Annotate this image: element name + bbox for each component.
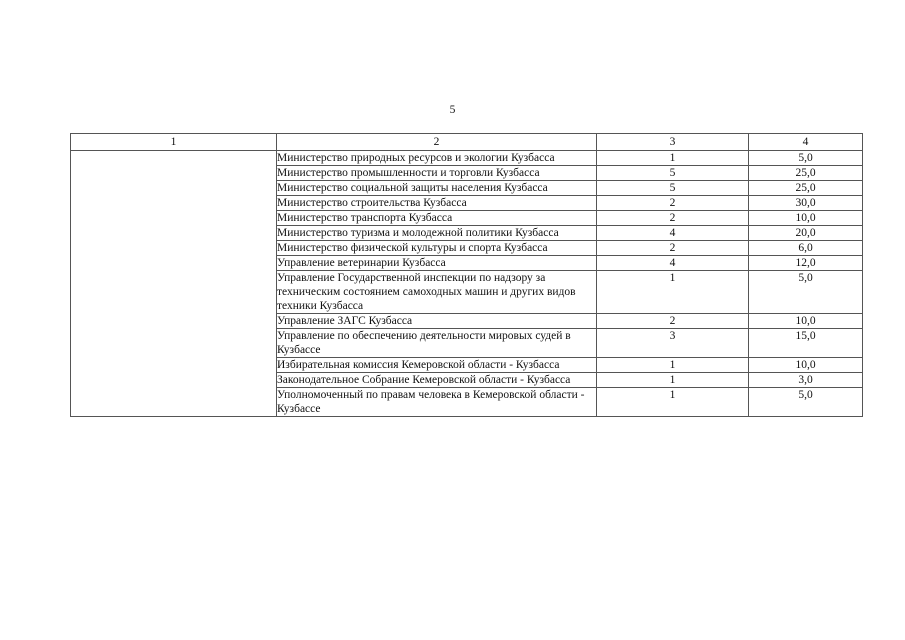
page-number: 5: [449, 104, 456, 116]
count-cell: 2: [597, 211, 749, 226]
organization-name: Министерство транспорта Кузбасса: [277, 211, 597, 226]
amount-cell: 3,0: [749, 373, 863, 388]
organization-name: Избирательная комиссия Кемеровской области - Кузбасса: [277, 358, 597, 373]
count-cell: 1: [597, 271, 749, 314]
column-header: 4: [749, 134, 863, 151]
organization-name: Законодательное Собрание Кемеровской области - Кузбасса: [277, 373, 597, 388]
amount-cell: 15,0: [749, 329, 863, 358]
amount-cell: 12,0: [749, 256, 863, 271]
count-cell: 2: [597, 196, 749, 211]
organization-name: Управление ЗАГС Кузбасса: [277, 314, 597, 329]
organization-name: Министерство туризма и молодежной политики Кузбасса: [277, 226, 597, 241]
amount-cell: 5,0: [749, 271, 863, 314]
amount-cell: 5,0: [749, 151, 863, 166]
table-row: [71, 151, 863, 166]
amount-cell: 25,0: [749, 166, 863, 181]
organization-name: Министерство промышленности и торговли Кузбасса: [277, 166, 597, 181]
column-header: 3: [597, 134, 749, 151]
organization-name: Министерство социальной защиты населения Кузбасса: [277, 181, 597, 196]
column-header: 2: [277, 134, 597, 151]
header-row: [71, 134, 863, 151]
organization-name: Министерство строительства Кузбасса: [277, 196, 597, 211]
organization-name: Управление ветеринарии Кузбасса: [277, 256, 597, 271]
amount-cell: 10,0: [749, 314, 863, 329]
count-cell: 5: [597, 181, 749, 196]
organization-name: Министерство физической культуры и спорта Кузбасса: [277, 241, 597, 256]
amount-cell: 10,0: [749, 211, 863, 226]
count-cell: 2: [597, 241, 749, 256]
count-cell: 1: [597, 358, 749, 373]
organization-name: Управление Государственной инспекции по надзору за техническим состоянием самоходных машин и других видов техники Кузбасса: [277, 271, 597, 314]
count-cell: 5: [597, 166, 749, 181]
amount-cell: 30,0: [749, 196, 863, 211]
amount-cell: 6,0: [749, 241, 863, 256]
organization-name: Уполномоченный по правам человека в Кемеровской области - Кузбассе: [277, 388, 597, 417]
count-cell: 4: [597, 226, 749, 241]
allocation-table: [70, 133, 863, 417]
count-cell: 3: [597, 329, 749, 358]
amount-cell: 20,0: [749, 226, 863, 241]
count-cell: 1: [597, 373, 749, 388]
organization-name: Министерство природных ресурсов и экологии Кузбасса: [277, 151, 597, 166]
count-cell: 2: [597, 314, 749, 329]
amount-cell: 10,0: [749, 358, 863, 373]
amount-cell: 25,0: [749, 181, 863, 196]
organization-name: Управление по обеспечению деятельности мировых судей в Кузбассе: [277, 329, 597, 358]
column-header: 1: [71, 134, 277, 151]
count-cell: 4: [597, 256, 749, 271]
count-cell: 1: [597, 388, 749, 417]
merged-empty-cell: [71, 151, 277, 417]
amount-cell: 5,0: [749, 388, 863, 417]
count-cell: 1: [597, 151, 749, 166]
